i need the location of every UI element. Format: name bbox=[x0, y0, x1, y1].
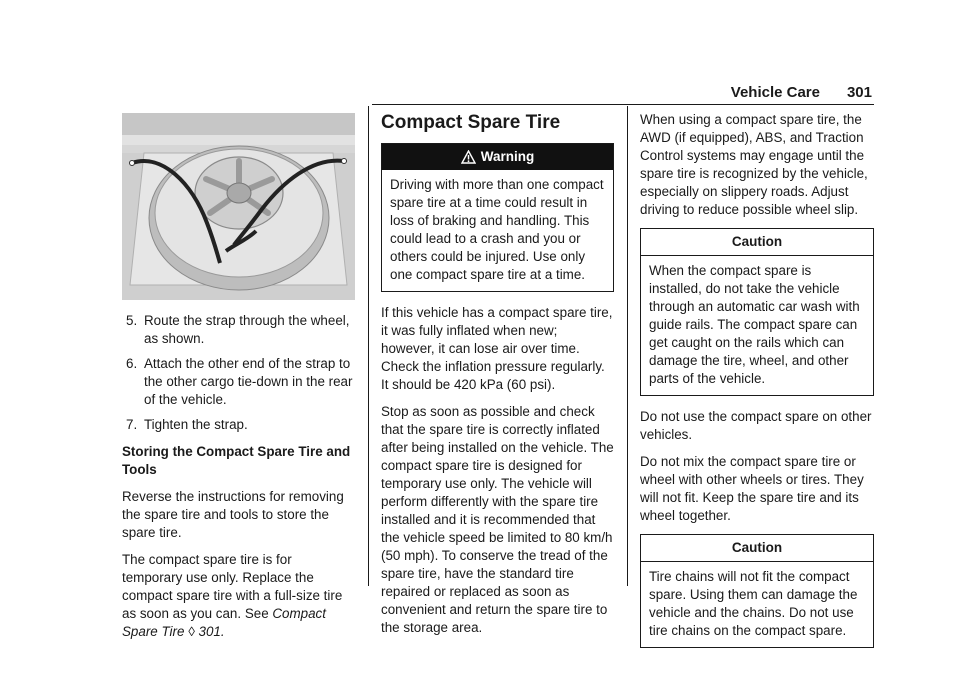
xref-page: 301. bbox=[198, 624, 225, 639]
warning-box bbox=[381, 143, 614, 292]
page-number: 301 bbox=[846, 84, 872, 101]
column-2 bbox=[381, 111, 614, 646]
column-divider bbox=[627, 106, 628, 586]
steps-list bbox=[122, 312, 355, 434]
section-name: Vehicle Care bbox=[730, 84, 820, 101]
paragraph: If this vehicle has a compact spare tire, it was fully inflated when new; however, it can lose air over time. Check the inflation pressure regularly. It should be 420 kPa (60 psi). bbox=[381, 305, 613, 392]
step-number: 6. bbox=[126, 356, 138, 371]
subheading: Storing the Compact Spare Tire and Tools bbox=[122, 444, 351, 477]
page-header bbox=[372, 84, 874, 105]
caution-box bbox=[640, 228, 874, 396]
step-text: Route the strap through the wheel, as shown. bbox=[144, 313, 350, 346]
warning-label: Warning bbox=[480, 149, 535, 164]
step-text: Attach the other end of the strap to the other cargo tie-down in the rear of the vehicle. bbox=[144, 356, 353, 407]
warning-icon bbox=[461, 150, 476, 164]
caution-text: When the compact spare is installed, do not take the vehicle through an automatic car wash with guide rails. The compact spare can get caught on the rails which can damage the tire, wheel, and other parts of the vehicle. bbox=[649, 263, 860, 386]
paragraph: Stop as soon as possible and check that the spare tire is correctly inflated after being installed on the vehicle. The compact spare tire is designed for temporary use only. The vehicle will perform differently with the spare tire installed and it is recommended that the vehicle speed be limited to 80 km/h (50 mph). To conserve the tread of the spare tire, have the standard tire repaired or replaced as soon as convenient and return the spare tire to the storage area. bbox=[381, 404, 614, 635]
caution-header: Caution bbox=[641, 535, 873, 562]
step-text: Tighten the strap. bbox=[144, 417, 248, 432]
column-1 bbox=[122, 113, 355, 650]
column-divider bbox=[368, 106, 369, 586]
warning-text: Driving with more than one compact spare tire at a time could result in loss of braking and handling. This could lead to a crash and you or others could be injured. Use only one compact spare tire at a time. bbox=[390, 177, 604, 282]
step-number: 5. bbox=[126, 313, 138, 328]
warning-header bbox=[382, 144, 613, 170]
section-title: Compact Spare Tire bbox=[381, 112, 561, 133]
xref-title: Compact Spare Tire bbox=[122, 606, 326, 639]
spare-tire-illustration bbox=[122, 113, 355, 300]
page-ref-icon: ◊ bbox=[188, 624, 195, 639]
caution-text: Tire chains will not fit the compact spare. Using them can damage the vehicle and the chains. Do not use tire chains on the compact spare. bbox=[649, 569, 858, 638]
caution-header: Caution bbox=[641, 229, 873, 256]
paragraph: When using a compact spare tire, the AWD (if equipped), ABS, and Traction Control systems may engage until the spare tire is recognized by the vehicle, especially on slippery roads. Adjust driving to reduce possible wheel slip. bbox=[640, 112, 868, 217]
list-item bbox=[122, 312, 355, 348]
paragraph: Reverse the instructions for removing the spare tire and tools to store the spare tire. bbox=[122, 489, 344, 540]
list-item bbox=[122, 355, 355, 409]
paragraph: Do not use the compact spare on other vehicles. bbox=[640, 409, 872, 442]
caution-box bbox=[640, 534, 874, 648]
paragraph: Do not mix the compact spare tire or wheel with other wheels or tires. They will not fit. Keep the spare tire and its wheel together. bbox=[640, 454, 864, 523]
column-3 bbox=[640, 111, 874, 660]
step-number: 7. bbox=[126, 417, 138, 432]
paragraph-text: The compact spare tire is for temporary use only. Replace the compact spare tire with a full-size tire as soon as you can. See bbox=[122, 552, 343, 621]
paragraph bbox=[122, 551, 355, 641]
list-item bbox=[122, 416, 355, 434]
